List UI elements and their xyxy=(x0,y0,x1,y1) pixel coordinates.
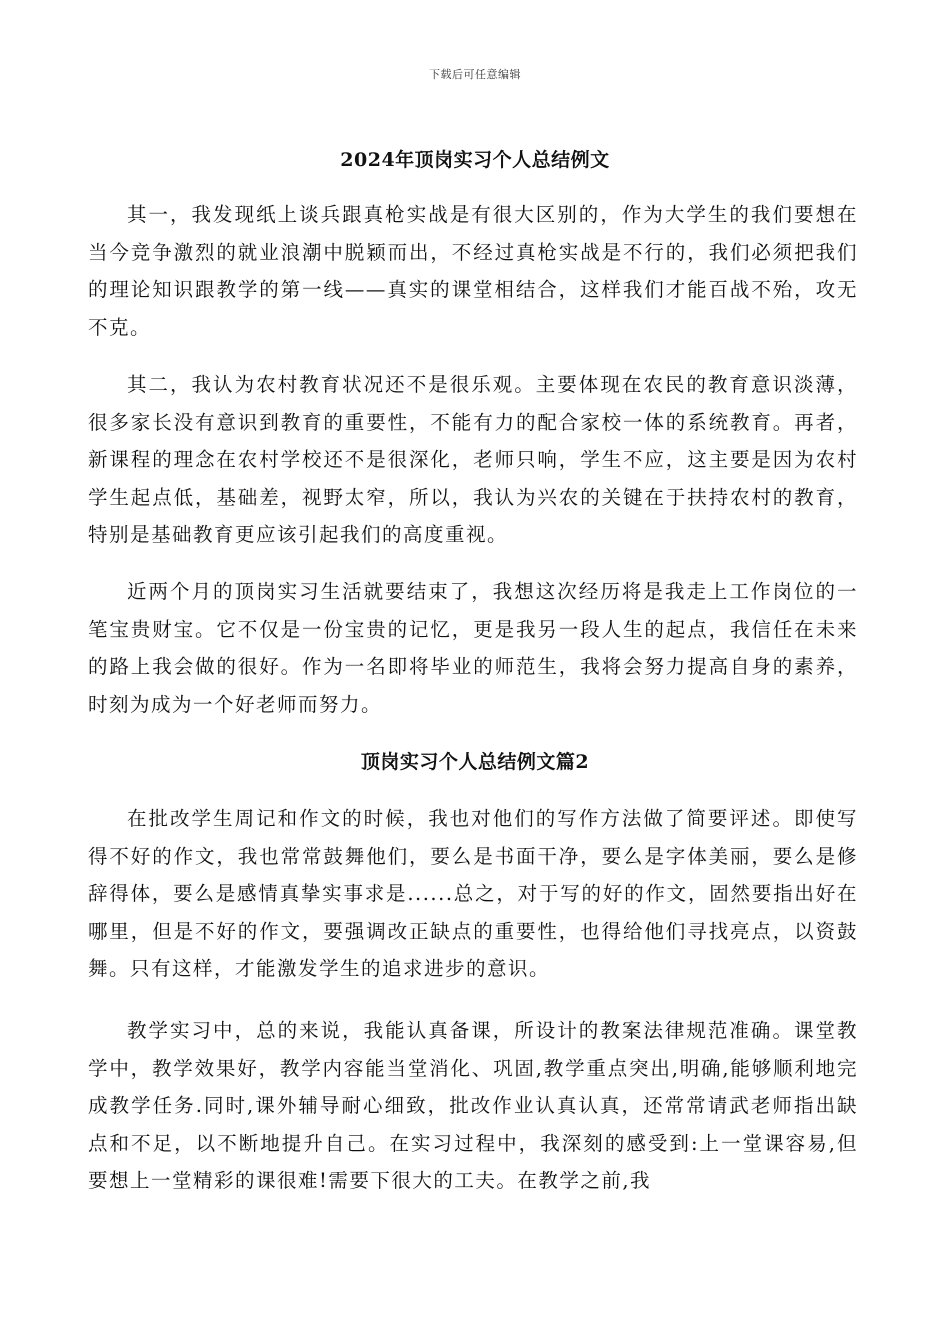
header-note: 下载后可任意编辑 xyxy=(429,68,521,81)
section-2-paragraph-2: 教学实习中，总的来说，我能认真备课，所设计的教案法律规范准确。课堂教学中，教学效果好，教学内容能当堂消化、巩固,教学重点突出,明确,能够顺利地完成教学任务.同时,课外辅导耐心细致，批改作业认真认真，还常常请武老师指出缺点和不足，以不断地提升自己。在实习过程中，我深刻的感受到:上一堂课容易,但要想上一堂精彩的课很难!需要下很大的工夫。在教学之前,我 xyxy=(88,1019,858,1192)
section-2-paragraph-1: 在批改学生周记和作文的时候，我也对他们的写作方法做了简要评述。即使写得不好的作文，我也常常鼓舞他们，要么是书面干净，要么是字体美丽，要么是修辞得体，要么是感情真挚实事求是......总之，对于写的好的作文，固然要指出好在哪里，但是不好的作文，要强调改正缺点的重要性，也得给他们寻找亮点，以资鼓舞。只有这样，才能激发学生的追求进步的意识。 xyxy=(88,807,858,980)
document-title: 2024年顶岗实习个人总结例文 xyxy=(340,149,610,171)
paragraph-1: 其一，我发现纸上谈兵跟真枪实战是有很大区别的，作为大学生的我们要想在当今竞争激烈的就业浪潮中脱颖而出，不经过真枪实战是不行的，我们必须把我们的理论知识跟教学的第一线——真实的课堂相结合，这样我们才能百战不殆，攻无不克。 xyxy=(88,203,858,339)
paragraph-3: 近两个月的顶岗实习生活就要结束了，我想这次经历将是我走上工作岗位的一笔宝贵财宝。它不仅是一份宝贵的记忆，更是我另一段人生的起点，我信任在未来的路上我会做的很好。作为一名即将毕业的师范生，我将会努力提高自身的素养，时刻为成为一个好老师而努力。 xyxy=(88,580,858,716)
section-2-title: 顶岗实习个人总结例文篇2 xyxy=(360,751,590,773)
paragraph-2: 其二，我认为农村教育状况还不是很乐观。主要体现在农民的教育意识淡薄，很多家长没有意识到教育的重要性，不能有力的配合家校一体的系统教育。再者，新课程的理念在农村学校还不是很深化，老师只响，学生不应，这主要是因为农村学生起点低，基础差，视野太窄，所以，我认为兴农的关键在于扶持农村的教育，特别是基础教育更应该引起我们的高度重视。 xyxy=(88,373,858,546)
